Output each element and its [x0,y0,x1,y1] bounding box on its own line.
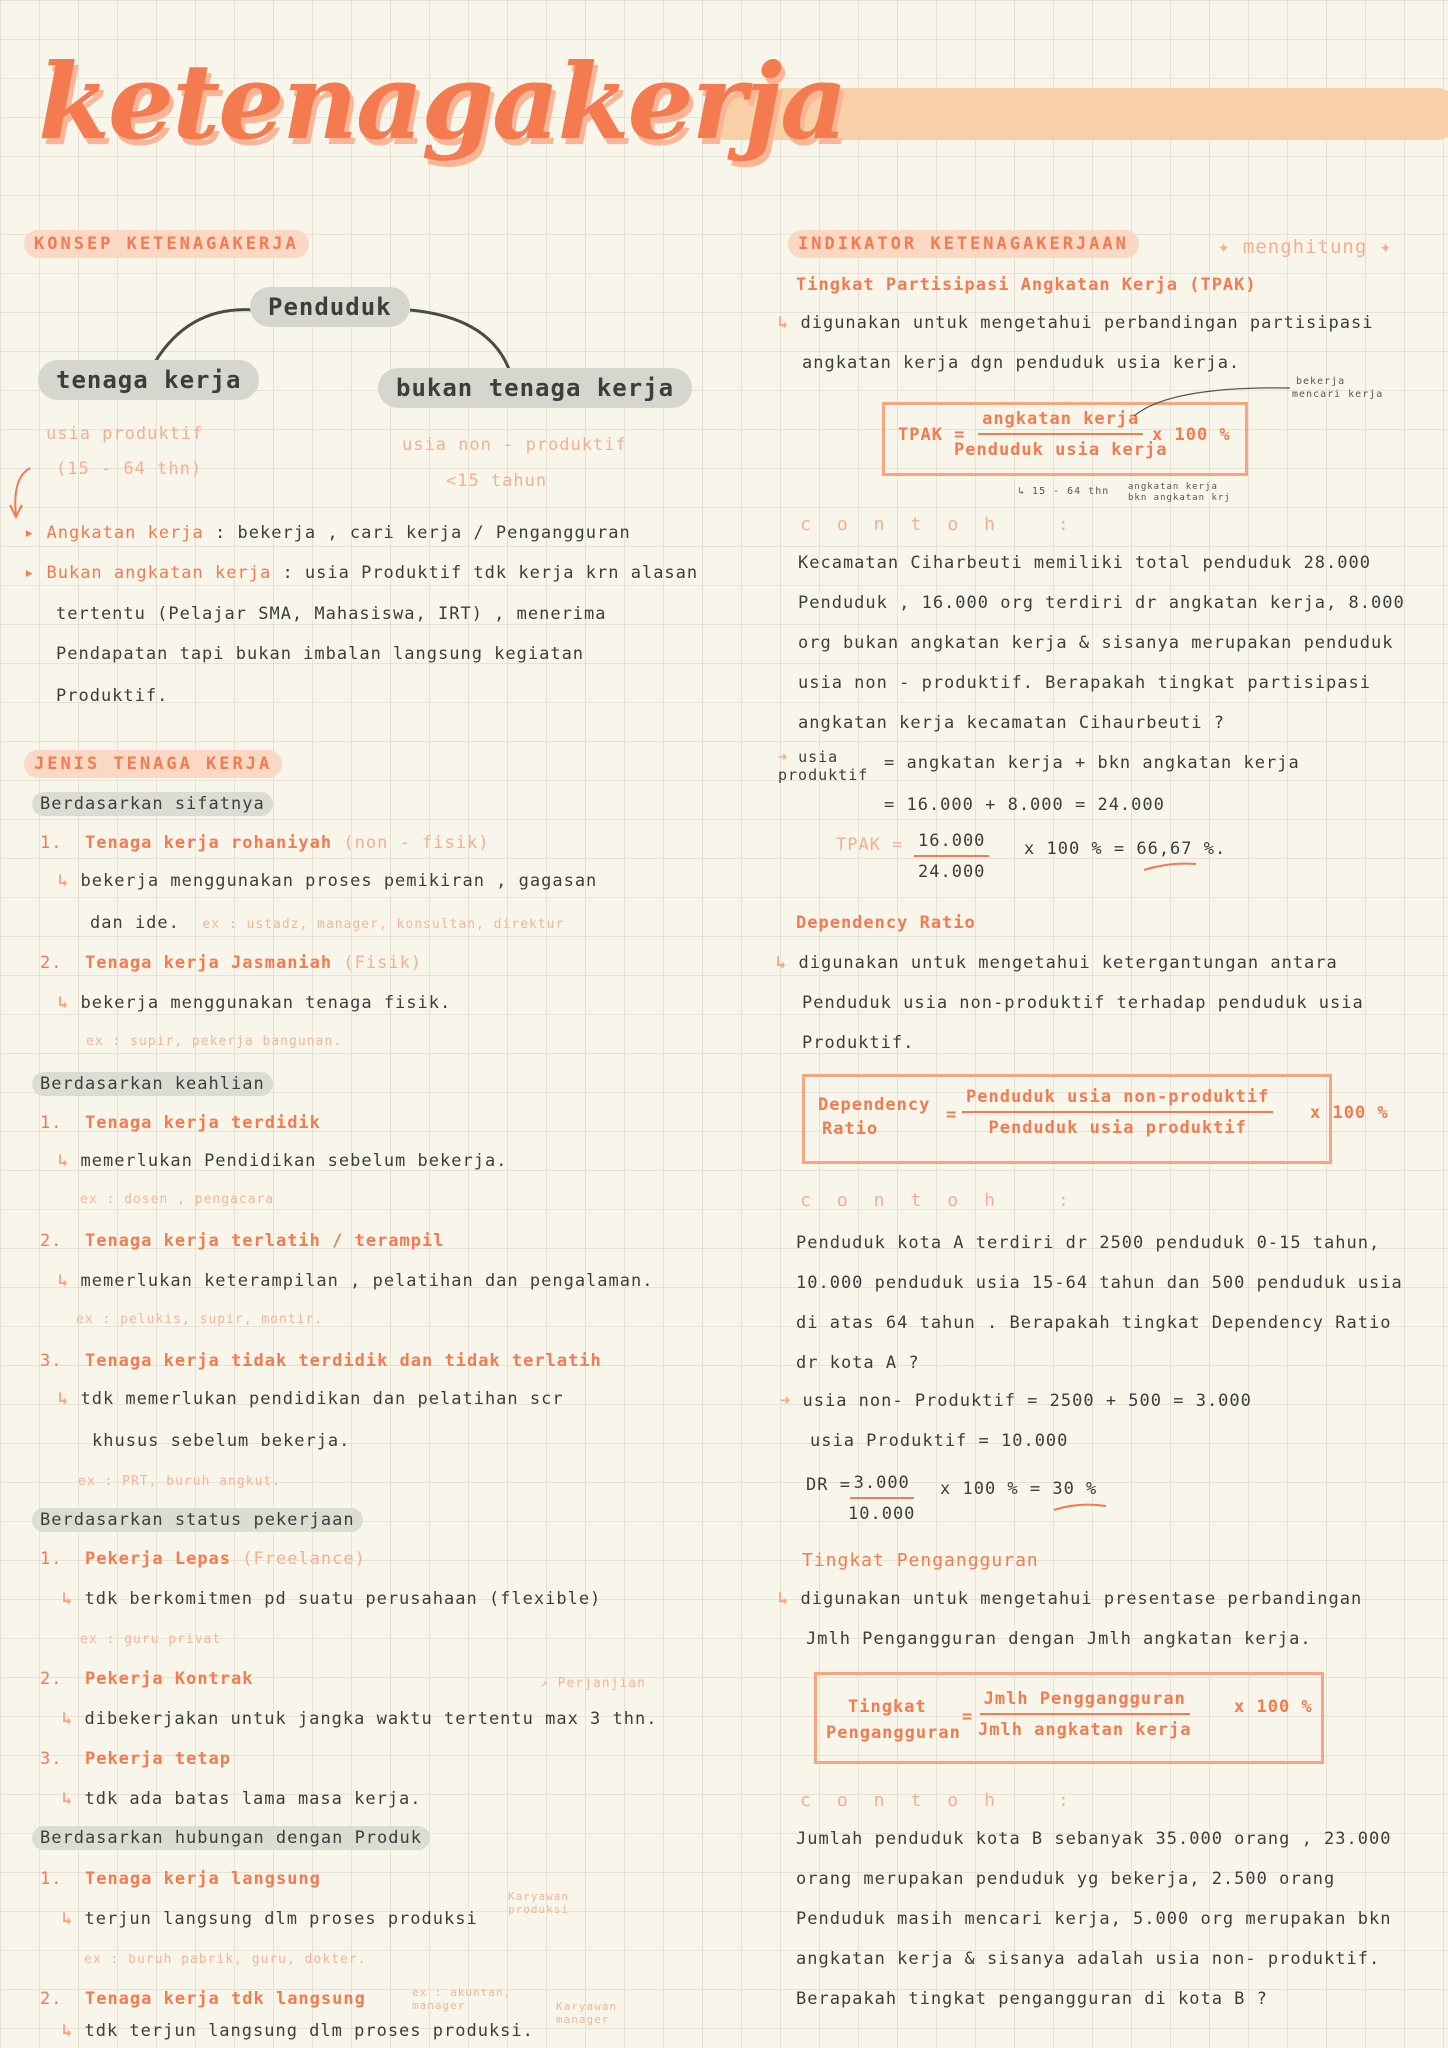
keahlian-item-2-desc: ↳ memerlukan keterampilan , pelatihan dan pengalaman. [58,1271,654,1291]
angkatan-kerja-line: ▸ Angkatan kerja : bekerja , cari kerja / Pengangguran [24,523,631,543]
dr-formula-fraction [962,1086,1273,1139]
tpak-answer-2: = 16.000 + 8.000 = 24.000 [884,795,1165,815]
keahlian-item-2: 2. Tenaga kerja terlatih / terampil [40,1231,445,1251]
dr-answer-2: usia Produktif = 10.000 [810,1431,1069,1451]
status-item-2: 2. Pekerja Kontrak [40,1669,254,1689]
produk-item-2-desc: ↳ tdk terjun langsung dlm proses produksi. [62,2021,534,2041]
tpak-question-2: Penduduk , 16.000 org terdiri dr angkatan kerja, 8.000 [798,593,1405,613]
tp-question-4: angkatan kerja & sisanya adalah usia non- produktif. [796,1949,1381,1969]
tpak-note-bottom: ↳ 15 - 64 thn [1018,486,1110,497]
produk-item-1: 1. Tenaga kerja langsung [40,1869,321,1889]
keahlian-item-3-desc2: khusus sebelum bekerja. [92,1431,351,1451]
status-item-2-desc: ↳ dibekerjakan untuk jangka waktu tertentu max 3 thn. [62,1709,658,1729]
tp-desc-1: ↳ digunakan untuk mengetahui presentase perbandingan [778,1589,1363,1609]
arrow-icon: ↳ [778,313,801,333]
tpak-note-bottom-2: angkatan kerja [1128,482,1218,492]
tpak-formula-denominator: Penduduk usia kerja [954,440,1168,460]
arrow-icon: ↳ [58,1389,81,1409]
sub-heading-keahlian: Berdasarkan keahlian [32,1072,273,1096]
sifat-item-2-example: ex : supir, pekerja bangunan. [86,1034,342,1049]
dr-formula-equals: = [946,1105,958,1125]
arrow-icon: ↳ [62,1909,85,1929]
tpak-formula-numerator: angkatan kerja [978,408,1143,435]
keahlian-item-1: 1. Tenaga kerja terdidik [40,1113,321,1133]
tp-formula-fraction [978,1688,1191,1741]
tp-desc-2: Jmlh Pengangguran dengan Jmlh angkatan kerja. [806,1629,1312,1649]
arrow-icon: ↳ [58,1271,81,1291]
tp-question-2: orang merupakan penduduk yg bekerja, 2.500 orang [796,1869,1336,1889]
tp-formula-label-1: Tingkat [848,1697,927,1717]
dr-question-2: 10.000 penduduk usia 15-64 tahun dan 500 penduduk usia [796,1273,1403,1293]
dr-desc-3: Produktif. [802,1033,915,1053]
dr-formula-label-1: Dependency [818,1095,931,1115]
produk-item-1-note: Karyawan produksi [508,1890,569,1916]
tpak-title: Tingkat Partisipasi Angkatan Kerja (TPAK) [796,275,1257,295]
dr-answer-1: ➜ usia non- Produktif = 2500 + 500 = 3.000 [780,1391,1252,1411]
keahlian-item-3-example: ex : PRT, buruh angkut. [78,1474,282,1489]
status-item-3-desc: ↳ tdk ada batas lama masa kerja. [62,1789,422,1809]
dr-formula-label-2: Ratio [822,1119,879,1139]
tpak-question-4: usia non - produktif. Berapakah tingkat partisipasi [798,673,1371,693]
produk-item-1-example: ex : buruh pabrik, guru, dokter. [84,1952,367,1967]
arrow-icon: ↳ [62,1789,85,1809]
status-item-2-note: ↗ Perjanjian [540,1676,646,1691]
produk-item-2-note: Karyawan manager [556,2000,617,2026]
bak-line-2: tertentu (Pelajar SMA, Mahasiswa, IRT) , menerima [56,604,607,624]
keahlian-item-1-example: ex : dosen , pengacara [80,1192,275,1207]
dr-answer-3-label: DR = [806,1475,851,1495]
arrow-icon: ↳ [62,1709,85,1729]
tp-formula-equals: = [962,1707,974,1727]
dr-desc-2: Penduduk usia non-produktif terhadap penduduk usia [802,993,1364,1013]
dr-desc-1: ↳ digunakan untuk mengetahui ketergantungan antara [776,953,1338,973]
tpak-question-1: Kecamatan Ciharbeuti memiliki total penduduk 28.000 [798,553,1371,573]
node-penduduk: Penduduk [250,287,410,327]
arrow-icon: ↳ [62,2021,85,2041]
tk-age-label: usia produktif [46,424,204,444]
sifat-item-2-desc: ↳ bekerja menggunakan tenaga fisik. [58,993,452,1013]
dr-answer-3-numerator: 3.000 [850,1472,914,1499]
dr-answer-3-result: x 100 % = 30 % [940,1479,1098,1499]
bukan-angkatan-kerja-line: ▸ Bukan angkatan kerja : usia Produktif tdk kerja krn alasan [24,563,699,583]
section-heading-konsep: KONSEP KETENAGAKERJA [24,230,309,258]
dr-formula-multiplier: x 100 % [1310,1103,1389,1123]
keahlian-item-1-desc: ↳ memerlukan Pendidikan sebelum bekerja. [58,1151,508,1171]
tpak-answer-3-label: TPAK = [836,835,904,855]
tk-age-range: (15 - 64 thn) [56,459,203,479]
sub-heading-sifat: Berdasarkan sifatnya [32,792,273,816]
dr-answer-3-fraction [848,1472,915,1525]
tpak-formula-label: TPAK = [898,425,966,445]
keahlian-item-3-desc: ↳ tdk memerlukan pendidikan dan pelatihan scr [58,1389,564,1409]
sifat-item-2: 2. Tenaga kerja Jasmaniah (Fisik) [40,953,423,973]
sifat-item-1-desc: ↳ bekerja menggunakan proses pemikiran , gagasan [58,871,598,891]
page-title: ketenagakerja [38,40,846,163]
arrow-icon: ↳ [58,1151,81,1171]
dr-answer-3-denominator: 10.000 [848,1504,916,1524]
tpak-desc-1: ↳ digunakan untuk mengetahui perbandingan partisipasi [778,313,1374,333]
keahlian-item-2-example: ex : pelukis, supir, montir. [76,1312,324,1327]
tpak-answer-1: = angkatan kerja + bkn angkatan kerja [884,753,1300,773]
bullet-icon: ▸ [24,563,47,583]
status-item-1-example: ex : guru privat [80,1632,222,1647]
curved-arrow-icon: ↗ [540,1676,558,1691]
dr-formula-denominator: Penduduk usia produktif [988,1118,1247,1138]
bak-line-3: Pendapatan tapi bukan imbalan langsung kegiatan [56,644,585,664]
arrow-icon: ↳ [58,993,81,1013]
tp-contoh-label: contoh : [800,1790,1095,1811]
node-bukan-tenaga-kerja: bukan tenaga kerja [378,368,692,408]
curved-arrow-icon: ↳ [1018,486,1033,497]
produk-item-1-desc: ↳ terjun langsung dlm proses produksi [62,1909,478,1929]
sub-heading-produk: Berdasarkan hubungan dengan Produk [32,1826,430,1850]
status-item-1: 1. Pekerja Lepas (Freelance) [40,1549,366,1569]
sifat-item-1-desc2: dan ide. ex : ustadz, manager, konsultan, direktur [90,913,565,933]
sifat-item-1: 1. Tenaga kerja rohaniyah (non - fisik) [40,833,490,853]
status-item-3: 3. Pekerja tetap [40,1749,232,1769]
heading-note: ✦ menghitung ✦ [1218,236,1393,258]
dr-formula-numerator: Penduduk usia non-produktif [962,1086,1273,1113]
dr-question-3: di atas 64 tahun . Berapakah tingkat Dependency Ratio [796,1313,1392,1333]
sparkle-icon: ✦ [1218,236,1243,258]
arrow-icon: ➜ [778,748,799,766]
tpak-answer-3-denominator: 24.000 [918,862,986,882]
tpak-note-bottom-3: bkn angkatan krj [1128,493,1231,503]
status-item-1-desc: ↳ tdk berkomitmen pd suatu perusahaan (flexible) [62,1589,602,1609]
tpak-question-3: org bukan angkatan kerja & sisanya merupakan penduduk [798,633,1394,653]
sub-heading-status: Berdasarkan status pekerjaan [32,1508,363,1532]
node-tenaga-kerja: tenaga kerja [38,360,259,400]
tpak-result-underline [1140,860,1200,874]
tpak-note-arrow [1130,380,1300,420]
tpak-question-5: angkatan kerja kecamatan Cihaurbeuti ? [798,713,1225,733]
section-heading-jenis: JENIS TENAGA KERJA [24,750,282,778]
tpak-answer-1-label: ➜ usia produktif [778,748,869,784]
produk-item-2: 2. Tenaga kerja tdk langsung [40,1989,366,2009]
tp-question-1: Jumlah penduduk kota B sebanyak 35.000 orang , 23.000 [796,1829,1392,1849]
dr-result-underline [1050,1500,1110,1514]
section-heading-indikator: INDIKATOR KETENAGAKERJAAN [788,230,1139,258]
arrow-icon: ↳ [62,1589,85,1609]
produk-item-2-example: ex : akuntan, manager [412,1986,512,2012]
tpak-answer-3-fraction [914,830,989,883]
tpak-answer-3-numerator: 16.000 [914,830,989,857]
tp-question-3: Penduduk masih mencari kerja, 5.000 org merupakan bkn [796,1909,1392,1929]
dr-question-4: dr kota A ? [796,1353,920,1373]
tpak-answer-3-result: x 100 % = 66,67 %. [1024,839,1227,859]
sparkle-icon: ✦ [1367,236,1393,258]
arrow-icon: ↳ [778,1589,801,1609]
tpak-formula-multiplier: x 100 % [1152,425,1231,445]
arrow-icon: ↳ [58,871,81,891]
bullet-icon: ▸ [24,523,47,543]
dr-contoh-label: contoh : [800,1190,1095,1211]
tpak-note-top: bekerja [1296,376,1346,387]
tp-title: Tingkat Pengangguran [802,1550,1039,1571]
btk-age-label: usia non - produktif [402,435,627,455]
tp-question-5: Berapakah tingkat pengangguran di kota B ? [796,1989,1268,2009]
keahlian-item-3: 3. Tenaga kerja tidak terdidik dan tidak terlatih [40,1351,602,1371]
tp-formula-denominator: Jmlh angkatan kerja [978,1720,1192,1740]
tpak-desc-2: angkatan kerja dgn penduduk usia kerja. [802,353,1241,373]
dr-question-1: Penduduk kota A terdiri dr 2500 penduduk 0-15 tahun, [796,1233,1381,1253]
dr-title: Dependency Ratio [796,913,976,933]
tp-formula-multiplier: x 100 % [1234,1697,1313,1717]
bak-line-4: Produktif. [56,686,169,706]
arrow-icon: ↳ [776,953,799,973]
arrow-icon: ➜ [780,1391,803,1411]
btk-age-range: <15 tahun [446,471,548,491]
tp-formula-label-2: Pengangguran [826,1723,961,1743]
tp-formula-numerator: Jmlh Penggangguran [980,1688,1190,1715]
tpak-note-top-2: mencari kerja [1292,389,1384,400]
tpak-contoh-label: contoh : [800,514,1095,535]
